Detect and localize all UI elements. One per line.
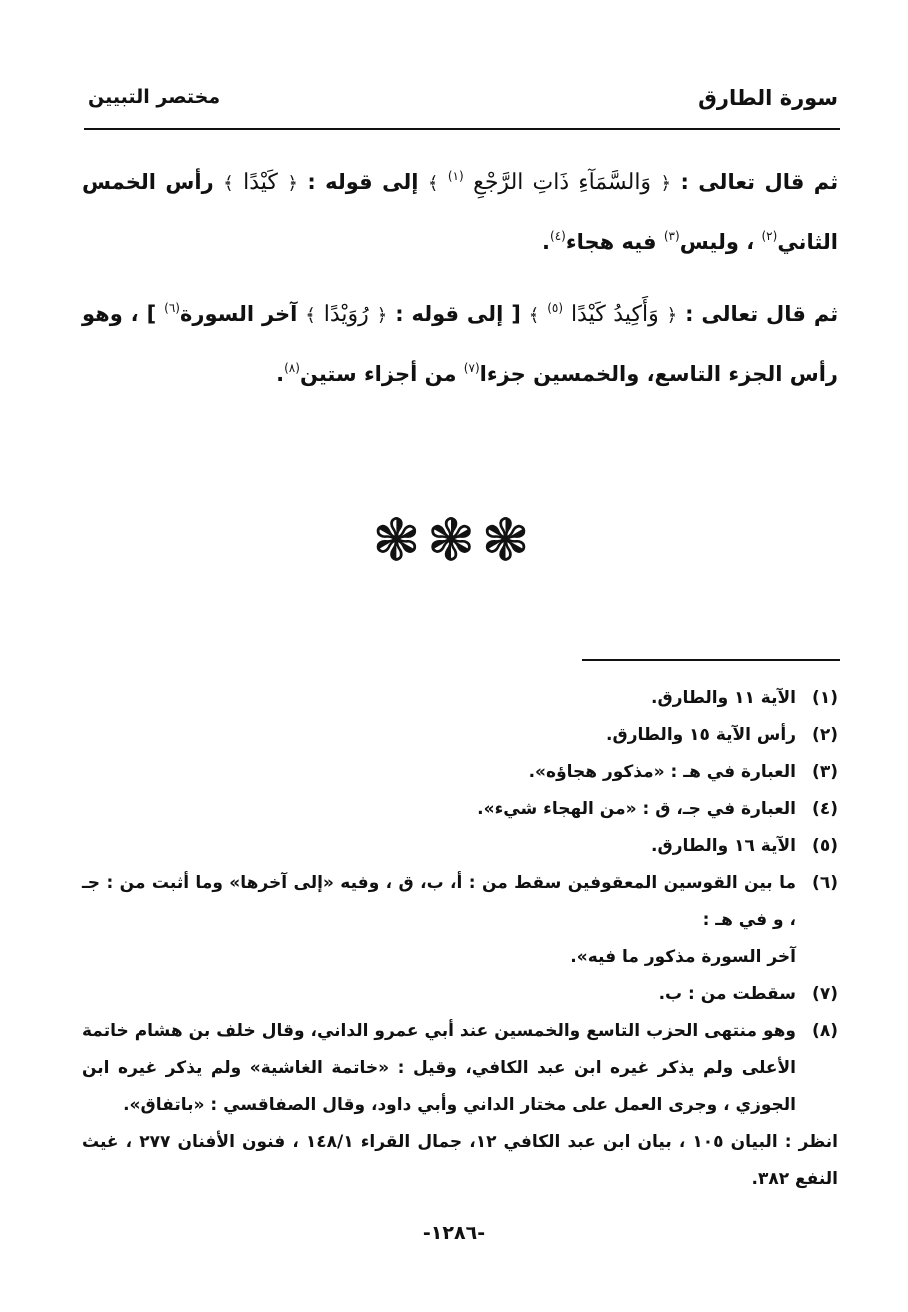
p1-note-4: (٤) (550, 229, 566, 243)
ornament-open-icon: ﴿ (287, 173, 298, 194)
p1-note-2: (٢) (761, 229, 778, 243)
p2-note-7: (٧) (463, 361, 480, 375)
p2-end: . (276, 362, 285, 386)
footnote-number: (٢) (812, 725, 838, 745)
footnote-8 (82, 1013, 838, 1124)
footnote-text: سقطت من : ب. (658, 984, 796, 1004)
star-separator-icon: ❃❃❃ (372, 506, 536, 574)
footnote-continuation: آخر السورة مذكور ما فيه». (570, 947, 796, 967)
footnote-2 (82, 717, 838, 754)
footnote-number: (٤) (812, 799, 838, 819)
p2-verse-end: رُوَيْدًا (323, 302, 369, 327)
footnote-6 (82, 865, 838, 976)
p1-end: . (542, 230, 551, 254)
ornament-open-icon: ﴿ (660, 173, 672, 194)
book-title: مختصر التبيين (88, 86, 221, 108)
footnotes (82, 680, 838, 1198)
paragraph-1 (82, 150, 838, 268)
footnote-rule (582, 659, 840, 661)
ornament-close-icon: ﴾ (305, 305, 316, 326)
p2-note-6: (٦) (164, 301, 180, 315)
p2-of-sixty: من أجزاء ستين (299, 362, 457, 386)
footnote-text: العبارة في جـ، ق : «من الهجاء شيء». (477, 799, 796, 819)
footnote-3 (82, 754, 838, 791)
p1-verse-start: وَالسَّمَآءِ ذَاتِ الرَّجْعِ (473, 170, 652, 195)
p1-intro: ثم قال تعالى : (680, 170, 839, 194)
p2-note-5: (٥) (547, 301, 564, 315)
p1-to-his-saying: إلى قوله : (307, 170, 419, 194)
p2-intro: ثم قال تعالى : (685, 302, 839, 326)
page-number: -١٢٨٦- (422, 1222, 486, 1244)
paragraph-2 (82, 282, 838, 400)
footnote-4 (82, 791, 838, 828)
footnote-text: ما بين القوسين المعقوفين سقط من : أ، ب، ق ، وفيه «إلى آخرها» وما أثبت من : جـ ، و في هـ : (82, 873, 796, 930)
p2-bracket-open: [ (511, 302, 521, 326)
ornament-close-icon: ﴾ (427, 173, 439, 194)
ornament-open-icon: ﴿ (376, 305, 388, 326)
running-header (88, 86, 838, 120)
footnote-text: الآية ١٦ والطارق. (651, 836, 796, 856)
p1-has-hijaa: فيه هجاء (565, 230, 657, 254)
footnote-number: (٣) (812, 762, 838, 782)
p2-to-his-saying: إلى قوله : (395, 302, 504, 326)
footnote-text: وهو منتهى الحزب التاسع والخمسين عند أبي عمرو الداني، وقال خلف بن هشام خاتمة الأعلى ولم يذكر غيره ابن عبد الكافي، وقيل : «خاتمة الغاشية» ولم يذكر غيره ابن الجوزي ، وجرى العمل على مختار الداني وأبي داود، وقال الصفاقسي : «باتفاق». (82, 1021, 796, 1115)
p1-verse-end: كَيْدًا (243, 170, 278, 195)
p2-note-8: (٨) (284, 361, 300, 375)
ornament-open-icon: ﴿ (666, 305, 678, 326)
header-rule (84, 128, 840, 130)
p1-and-no: ، وليس (679, 230, 755, 254)
p1-tail: رأس الخمس الثاني (82, 170, 838, 254)
p2-mid: ، وهو رأس الجزء التاسع، والخمسين جزءا (82, 302, 838, 386)
ornament-close-icon: ﴾ (528, 305, 540, 326)
p2-surah-end: آخر السورة (179, 302, 298, 326)
footnote-number: (١) (812, 688, 838, 708)
surah-title: سورة الطارق (698, 86, 838, 110)
footnote-text: الآية ١١ والطارق. (651, 688, 796, 708)
p1-note-3: (٣) (663, 229, 680, 243)
main-text (82, 150, 838, 414)
footnote-number: (٥) (812, 836, 838, 856)
footnote-number: (٧) (812, 984, 838, 1004)
footnote-number: (٨) (812, 1021, 838, 1041)
p2-verse-start: وَأَكِيدُ كَيْدًا (570, 302, 659, 327)
footnote-5 (82, 828, 838, 865)
footnote-7 (82, 976, 838, 1013)
p1-note-1: (١) (447, 169, 464, 183)
footnote-text: رأس الآية ١٥ والطارق. (606, 725, 796, 745)
ornament-close-icon: ﴾ (223, 173, 234, 194)
references: انظر : البيان ١٠٥ ، بيان ابن عبد الكافي ١٢، جمال القراء ١٤٨/١ ، فنون الأفنان ٢٧٧ ، غيث النفع ٣٨٢. (82, 1132, 838, 1189)
p2-bracket-close: ] (146, 302, 157, 326)
footnote-text: العبارة في هـ : «مذكور هجاؤه». (528, 762, 796, 782)
footnote-1 (82, 680, 838, 717)
footnote-number: (٦) (812, 873, 838, 893)
